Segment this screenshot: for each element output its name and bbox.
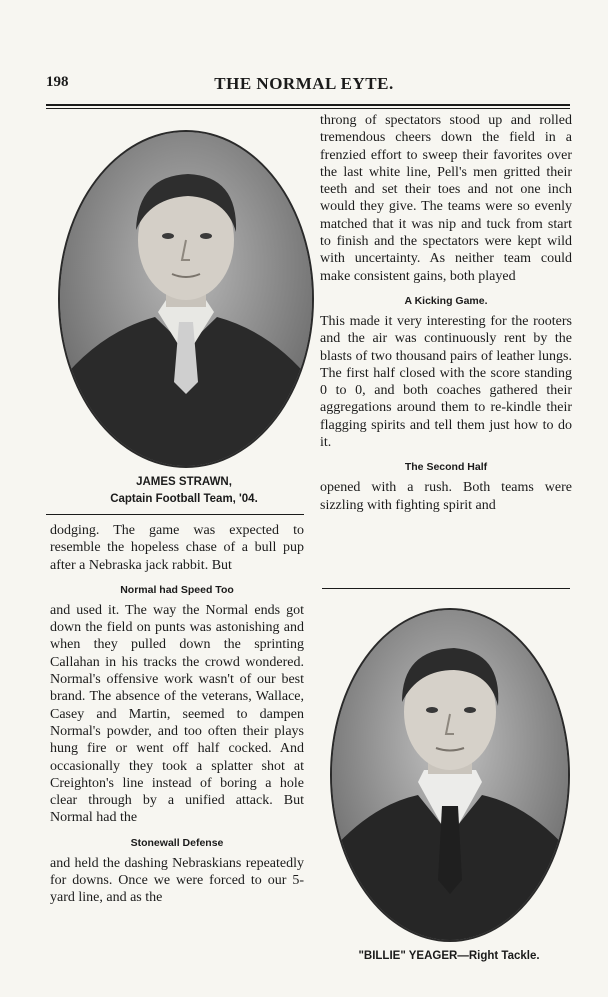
james-strawn-portrait — [58, 130, 314, 468]
james-strawn-caption — [58, 474, 310, 508]
header-rule — [46, 104, 570, 106]
right-divider-rule — [322, 588, 570, 589]
right-paragraph-1: throng of spectators stood up and rolled tremendous cheers down the field in a frenzied effort to sweep their favorites over the last white line, Pell's men gritted their teeth and set their toes and not one inch would they give. The teams were so evenly matched that it was nip and tuck from start to finish and the spectators were kept wild with uncertainty. As neither team could make consistent gains, both played — [320, 113, 572, 284]
right-subhead-kicking: A Kicking Game. — [404, 294, 488, 307]
caption-name: JAMES STRAWN, — [136, 476, 232, 488]
left-column-text — [50, 522, 304, 907]
billie-yeager-caption: "BILLIE" YEAGER—Right Tackle. — [358, 950, 540, 962]
header-rule-thin — [46, 108, 570, 109]
left-subhead-speed: Normal had Speed Too — [120, 583, 234, 596]
right-paragraph-2: This made it very interesting for the rooters and the air was continuously rent by the blasts of two thousand pairs of leather lungs. The first half closed with the score standing 0 to 0, and both coaches gathered their aggregations around them to re-kindle their flagging spirits and tell them just how to do it. — [320, 313, 572, 451]
right-column-text — [320, 112, 572, 514]
billie-yeager-portrait — [330, 608, 570, 942]
page-number: 198 — [46, 74, 69, 90]
caption-role: Captain Football Team, '04. — [110, 493, 258, 505]
right-paragraph-3: opened with a rush. Both teams were sizzling with fighting spirit and — [320, 480, 572, 513]
running-head-title: THE NORMAL EYTE. — [214, 74, 394, 93]
left-subhead-stonewall: Stonewall Defense — [130, 836, 224, 849]
left-divider-rule — [46, 514, 304, 515]
right-subhead-second-half: The Second Half — [404, 461, 488, 474]
left-paragraph-3: and held the dashing Nebraskians repeatedly for downs. Once we were forced to our 5-yard line, and as the — [50, 855, 304, 906]
left-paragraph-1: dodging. The game was expected to resemble the hopeless chase of a bull pup after a Nebraska jack rabbit. But — [50, 523, 304, 573]
left-paragraph-2: and used it. The way the Normal ends got down the field on punts was astonishing and when they pulled down the sprinting Callahan in his tracks the crowd wondered. Normal's offensive work wasn't of our best brand. The absence of the veterans, Wallace, Casey and Martin, seemed to dampen Normal's powder, and too often their plays hung fire or went off half cocked. And occasionally they took a splatter shot at Creighton's line instead of boring a hole clear through by a unified attack. But Normal had the — [50, 602, 304, 826]
